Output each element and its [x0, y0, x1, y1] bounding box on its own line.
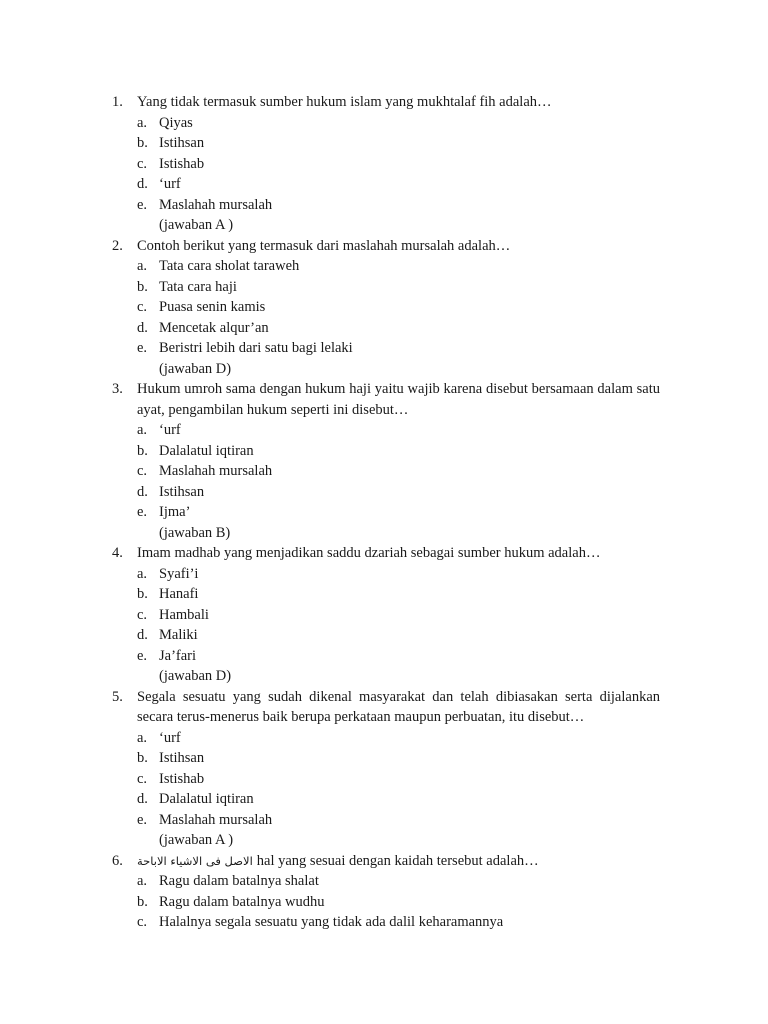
- option-item: [0, 605, 768, 626]
- option-letter: c.: [137, 606, 148, 623]
- option-text: Istihsan: [159, 750, 205, 766]
- option-item: [0, 338, 768, 359]
- question-text-segment: secara terus-menerus baik berupa perkataan maupun perbuatan, itu disebut…: [137, 709, 585, 725]
- question-5: [0, 687, 768, 851]
- option-text: Ijma’: [159, 504, 191, 520]
- option-item: [0, 748, 768, 769]
- option-item: [0, 728, 768, 749]
- answer-line: [0, 215, 768, 236]
- option-item: [0, 441, 768, 462]
- question-number: 2.: [112, 237, 123, 254]
- question-6: [0, 851, 768, 933]
- option-item: [0, 912, 768, 933]
- option-item: [0, 297, 768, 318]
- option-letter: e.: [137, 811, 148, 828]
- question-line: [0, 92, 768, 113]
- option-text: ‘urf: [159, 729, 181, 746]
- option-text: Ragu dalam batalnya wudhu: [159, 893, 325, 910]
- question-2: [0, 236, 768, 380]
- option-letter: a.: [137, 565, 148, 582]
- option-item: [0, 789, 768, 810]
- question-text: [137, 543, 660, 564]
- question-text: [137, 851, 660, 872]
- option-letter: b.: [137, 750, 148, 766]
- question-line: [0, 687, 768, 708]
- option-text: ‘urf: [159, 422, 181, 438]
- question-line: [0, 707, 768, 728]
- question-text-segment: Contoh berikut yang termasuk dari maslahah mursalah adalah…: [137, 237, 511, 254]
- option-text: Mencetak alqur’an: [159, 319, 269, 336]
- option-item: [0, 113, 768, 134]
- option-item: [0, 871, 768, 892]
- question-number: 4.: [112, 545, 123, 561]
- answer-key: (jawaban A ): [159, 217, 234, 233]
- question-4: [0, 543, 768, 687]
- option-text: Maslahah mursalah: [159, 463, 273, 479]
- option-item: [0, 769, 768, 790]
- option-letter: e.: [137, 647, 148, 664]
- option-text: Istishab: [159, 770, 205, 787]
- option-text: Puasa senin kamis: [159, 299, 266, 315]
- answer-key: (jawaban A ): [159, 832, 234, 848]
- question-text: [137, 687, 660, 708]
- question-text-segment: hal yang sesuai dengan kaidah tersebut adalah…: [256, 852, 539, 869]
- answer-key: (jawaban B): [159, 524, 231, 541]
- question-line: [0, 236, 768, 257]
- option-text: Halalnya segala sesuatu yang tidak ada dalil keharamannya: [159, 914, 504, 930]
- question-number: 1.: [112, 94, 123, 110]
- option-item: [0, 420, 768, 441]
- option-text: Istihsan: [159, 483, 205, 500]
- question-number: 5.: [112, 688, 123, 705]
- option-letter: d.: [137, 791, 148, 807]
- option-item: [0, 502, 768, 523]
- question-number: 6.: [112, 852, 123, 869]
- question-number: 3.: [112, 381, 123, 397]
- option-letter: b.: [137, 278, 148, 295]
- option-item: [0, 584, 768, 605]
- option-letter: a.: [137, 729, 148, 746]
- option-item: [0, 154, 768, 175]
- option-text: Istihsan: [159, 135, 205, 151]
- question-text: [137, 707, 660, 728]
- option-letter: d.: [137, 176, 148, 192]
- option-text: Istishab: [159, 155, 205, 172]
- option-letter: e.: [137, 196, 148, 213]
- option-text: Dalalatul iqtiran: [159, 791, 254, 807]
- option-letter: c.: [137, 299, 148, 315]
- question-line: [0, 851, 768, 872]
- question-text: [137, 236, 660, 257]
- option-text: Syafi’i: [159, 565, 199, 582]
- question-text: [137, 92, 660, 113]
- question-text-segment: Imam madhab yang menjadikan saddu dzariah sebagai sumber hukum adalah…: [137, 545, 601, 561]
- option-text: Maslahah mursalah: [159, 811, 273, 828]
- answer-key: (jawaban D): [159, 360, 232, 377]
- option-letter: e.: [137, 340, 148, 356]
- option-text: Beristri lebih dari satu bagi lelaki: [159, 340, 353, 356]
- option-text: Maslahah mursalah: [159, 196, 273, 213]
- option-item: [0, 133, 768, 154]
- option-text: Ja’fari: [159, 647, 197, 664]
- answer-line: [0, 359, 768, 380]
- option-letter: b.: [137, 893, 148, 910]
- option-item: [0, 461, 768, 482]
- option-item: [0, 482, 768, 503]
- question-text: [137, 400, 660, 421]
- option-item: [0, 277, 768, 298]
- question-1: [0, 92, 768, 236]
- option-text: Hambali: [159, 606, 209, 623]
- option-letter: c.: [137, 463, 148, 479]
- option-item: [0, 195, 768, 216]
- option-item: [0, 646, 768, 667]
- option-letter: c.: [137, 155, 148, 172]
- question-line: [0, 379, 768, 400]
- answer-key: (jawaban D): [159, 668, 232, 684]
- option-item: [0, 318, 768, 339]
- option-letter: a.: [137, 258, 148, 274]
- option-letter: d.: [137, 319, 148, 336]
- option-letter: d.: [137, 627, 148, 643]
- question-line: [0, 400, 768, 421]
- option-letter: a.: [137, 422, 148, 438]
- option-text: Tata cara sholat taraweh: [159, 258, 300, 274]
- option-item: [0, 810, 768, 831]
- option-letter: b.: [137, 586, 148, 602]
- option-text: Qiyas: [159, 114, 193, 131]
- question-line: [0, 543, 768, 564]
- option-item: [0, 625, 768, 646]
- option-text: Hanafi: [159, 586, 199, 602]
- option-item: [0, 174, 768, 195]
- option-letter: e.: [137, 504, 148, 520]
- option-text: Maliki: [159, 627, 198, 643]
- answer-line: [0, 523, 768, 544]
- option-letter: a.: [137, 873, 148, 889]
- option-text: Tata cara haji: [159, 278, 237, 295]
- option-text: ‘urf: [159, 176, 181, 192]
- question-3: [0, 379, 768, 543]
- option-letter: b.: [137, 442, 148, 459]
- arabic-rule-text: الاصل فى الاشياء الاباحة: [137, 853, 253, 868]
- option-item: [0, 892, 768, 913]
- option-item: [0, 564, 768, 585]
- option-letter: b.: [137, 135, 148, 151]
- question-text: [137, 379, 660, 400]
- question-text-segment: ayat, pengambilan hukum seperti ini disebut…: [137, 401, 409, 418]
- answer-line: [0, 666, 768, 687]
- question-text-segment: Yang tidak termasuk sumber hukum islam yang mukhtalaf fih adalah…: [137, 94, 552, 110]
- option-text: Dalalatul iqtiran: [159, 442, 254, 459]
- question-text-segment: Segala sesuatu yang sudah dikenal masyarakat dan telah dibiasakan serta dijalankan: [137, 688, 660, 705]
- option-item: [0, 256, 768, 277]
- option-letter: c.: [137, 770, 148, 787]
- option-letter: d.: [137, 483, 148, 500]
- option-letter: c.: [137, 914, 148, 930]
- question-text-segment: Hukum umroh sama dengan hukum haji yaitu wajib karena disebut bersamaan dalam satu: [137, 381, 660, 397]
- quiz-page: [0, 92, 768, 933]
- answer-line: [0, 830, 768, 851]
- option-letter: a.: [137, 114, 148, 131]
- option-text: Ragu dalam batalnya shalat: [159, 873, 319, 889]
